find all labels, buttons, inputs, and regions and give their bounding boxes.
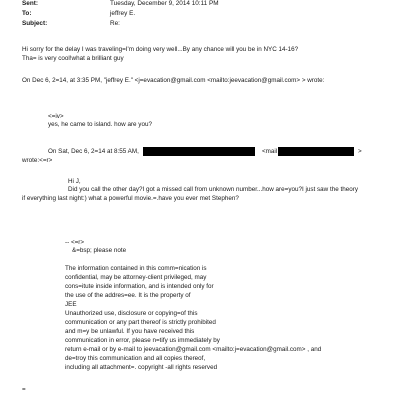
disclaimer-line: and m=y be unlawful. If you have received this bbox=[65, 328, 195, 335]
to-value: jeffrey E. bbox=[110, 10, 136, 17]
quote-header-2: On Sat, Dec 6, 2=14 at 8:55 AM, bbox=[48, 148, 139, 155]
subject-label: Subject: bbox=[22, 20, 48, 27]
sent-label: Sent: bbox=[22, 0, 38, 7]
quote-mail-fragment: <mail bbox=[262, 148, 278, 155]
disclaimer-line: confidential, may be attorney-client privileged, may bbox=[65, 274, 207, 281]
to-label: To: bbox=[22, 10, 32, 17]
reply-line: yes, he came to island. how are you? bbox=[48, 121, 152, 128]
disclaimer-line: The information contained in this comm=nication is bbox=[65, 265, 207, 272]
disclaimer-line: the use of the addres=ee. It is the property of bbox=[65, 292, 191, 299]
disclaimer-line: JEE bbox=[65, 301, 77, 308]
disclaimer-line: communication in error, please n=tify us immediately by bbox=[65, 337, 220, 344]
greeting: Hi J, bbox=[68, 178, 81, 185]
redaction-bar-2 bbox=[278, 147, 354, 156]
disclaimer-line: return e-mail or by e-mail to jeevacation@gmail.com <mailto:j=evacation@gmail.com> , and bbox=[65, 346, 322, 353]
redaction-bar-1 bbox=[143, 147, 255, 156]
message-line-1: Did you call the other day?I got a missed call from unknown number...how are=you?I just saw the theory bbox=[68, 186, 358, 193]
message-line-2: if everything last night:) what a powerful movie.=.have you ever met Stephen? bbox=[22, 195, 239, 202]
trailing-equals: = bbox=[22, 386, 26, 393]
body-line-2: Tha= is very cool!what a brilliant guy bbox=[22, 55, 124, 62]
disclaimer-block bbox=[65, 264, 321, 372]
subject-value: Re: bbox=[110, 20, 120, 27]
disclaimer-line: de=troy this communication and all copies thereof, bbox=[65, 355, 206, 362]
body-line-1: Hi sorry for the delay I was traveling=I'm doing very well...By any chance will you be in NYC 14-16? bbox=[22, 46, 299, 53]
div-tag: <=iv> bbox=[48, 113, 64, 120]
disclaimer-line: cons=itute inside information, and is intended only for bbox=[65, 283, 214, 290]
disclaimer-line: communication or any part thereof is strictly prohibited bbox=[65, 319, 216, 326]
quote-header-1: On Dec 6, 2=14, at 3:35 PM, "jeffrey E." <j=evacation@gmail.com <mailto:jeevacation@gmail.com> > wrote: bbox=[22, 77, 325, 84]
disclaimer-line: Unauthorized use, disclosure or copying=of this bbox=[65, 310, 198, 317]
wrote-line: wrote:<=r> bbox=[22, 157, 53, 164]
please-note: &=bsp; please note bbox=[72, 247, 127, 254]
disclaimer-line: including all attachment=. copyright -all rights reserved bbox=[65, 364, 218, 371]
quote-mail-close: > bbox=[358, 148, 362, 155]
signature-dashes: -- <=r> bbox=[65, 239, 85, 246]
sent-value: Tuesday, December 9, 2014 10:11 PM bbox=[110, 0, 219, 7]
